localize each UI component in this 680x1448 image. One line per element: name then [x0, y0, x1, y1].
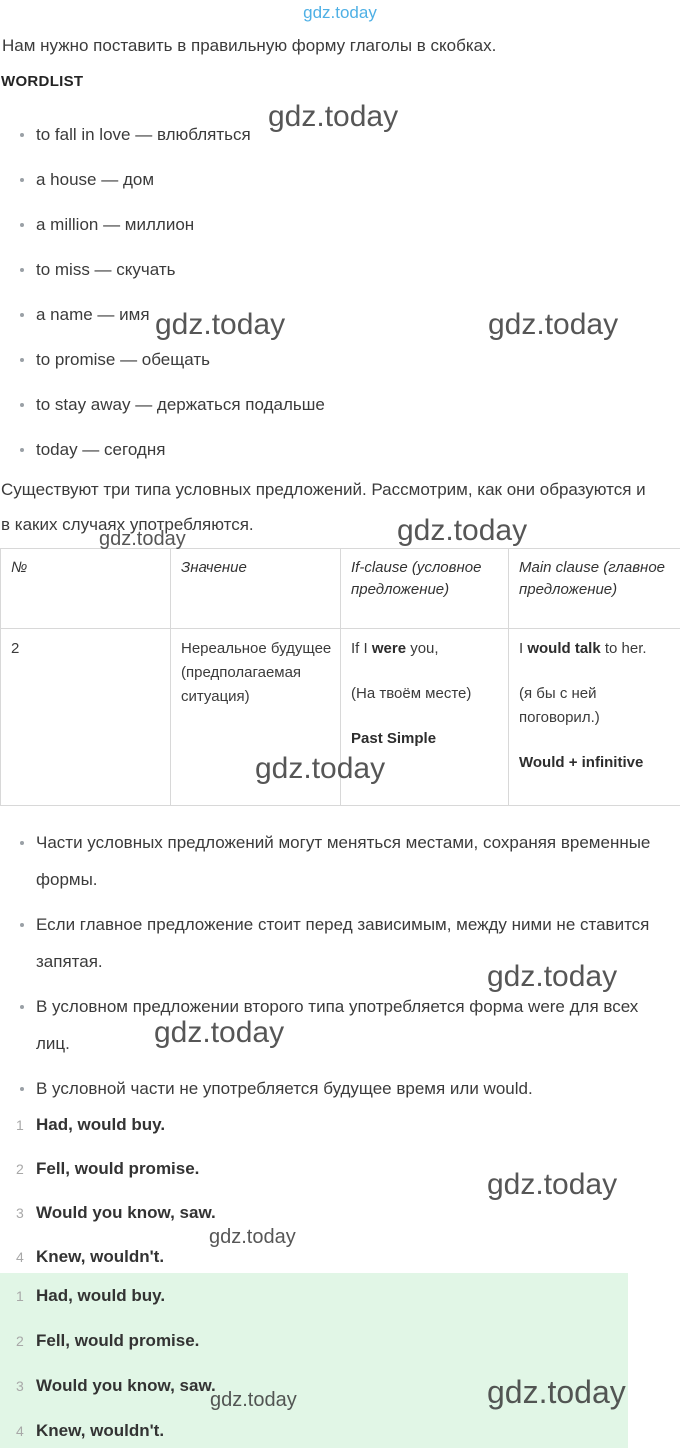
wordlist [0, 112, 680, 472]
table-cell-number: 2 [1, 629, 171, 806]
main-clause-tense [519, 751, 672, 775]
answer-number: 3 [16, 1205, 36, 1221]
notes-item [20, 1070, 680, 1107]
intro-text: Нам нужно поставить в правильную форму глаголы в скобках. [2, 35, 680, 57]
bullet-icon [20, 1005, 36, 1009]
watermark: gdz.today [155, 308, 285, 342]
wordlist-item-text: to promise — обещать [36, 350, 210, 370]
watermark: gdz.today [268, 100, 398, 134]
answer-text: Knew, wouldn't. [36, 1421, 164, 1441]
main-clause-example [519, 637, 672, 661]
table-header-number: № [1, 549, 171, 629]
conditionals-table [0, 548, 680, 806]
bullet-icon [20, 841, 36, 845]
answer-number: 1 [16, 1117, 36, 1133]
answer-number: 1 [16, 1288, 36, 1304]
conditionals-intro: Существуют три типа условных предложений. Рассмотрим, как они образуются и в каких случаях употребляются. [1, 472, 649, 542]
answer-item [16, 1103, 680, 1147]
table-header-main-clause: Main clause (главное предложение) [509, 549, 680, 629]
notes-item-text: В условной части не употребляется будущее время или would. [36, 1070, 533, 1107]
bullet-icon [20, 358, 36, 362]
if-clause-tense [351, 727, 500, 751]
bullet-icon [20, 313, 36, 317]
site-link[interactable]: gdz.today [0, 0, 680, 25]
notes-item [20, 988, 680, 1062]
bullet-icon [20, 403, 36, 407]
notes-item [20, 906, 680, 980]
wordlist-item-text: to stay away — держаться подальше [36, 395, 325, 415]
bullet-icon [20, 223, 36, 227]
wordlist-item-text: to fall in love — влюбляться [36, 125, 251, 145]
wordlist-item [20, 427, 680, 472]
wordlist-item-text: a name — имя [36, 305, 150, 325]
bullet-icon [20, 923, 36, 927]
bullet-icon [20, 448, 36, 452]
answer-item [16, 1191, 680, 1235]
if-clause-emphasis: were [372, 640, 406, 657]
bullet-icon [20, 268, 36, 272]
answer-number: 4 [16, 1249, 36, 1265]
table-cell-meaning: Нереальное будущее (предполагаемая ситуация) [171, 629, 341, 806]
watermark: gdz.today [487, 960, 617, 994]
if-clause-tense-label: Past Simple [351, 730, 436, 747]
wordlist-heading: WORDLIST [1, 73, 680, 91]
answer-text: Would you know, saw. [36, 1376, 216, 1396]
answer-number: 3 [16, 1378, 36, 1394]
watermark: gdz.today [487, 1168, 617, 1202]
wordlist-item [20, 382, 680, 427]
wordlist-item-text: a million — миллион [36, 215, 194, 235]
table-cell-main-clause [509, 629, 680, 806]
answer-text: Would you know, saw. [36, 1203, 216, 1223]
notes-item-text: В условном предложении второго типа употребляется форма were для всех лиц. [36, 988, 664, 1062]
answer-number: 4 [16, 1423, 36, 1439]
table-header-meaning: Значение [171, 549, 341, 629]
highlighted-answer-item [16, 1318, 628, 1363]
if-clause-post: you, [406, 640, 439, 657]
answer-text: Fell, would promise. [36, 1331, 199, 1351]
answer-text: Had, would buy. [36, 1286, 165, 1306]
main-clause-emphasis: would talk [527, 640, 600, 657]
if-clause-pre: If I [351, 640, 372, 657]
highlighted-answers-list [0, 1273, 628, 1448]
wordlist-item [20, 247, 680, 292]
highlighted-answer-item [16, 1363, 628, 1408]
highlighted-answer-item [16, 1408, 628, 1448]
watermark: gdz.today [397, 514, 527, 548]
answer-number: 2 [16, 1333, 36, 1349]
answer-text: Knew, wouldn't. [36, 1247, 164, 1267]
watermark: gdz.today [209, 1226, 296, 1249]
notes-list [0, 824, 680, 1107]
main-clause-pre: I [519, 640, 527, 657]
table-header-if-clause: If-clause (условное предложение) [341, 549, 509, 629]
wordlist-item [20, 337, 680, 382]
watermark: gdz.today [210, 1389, 297, 1412]
table-cell-if-clause [341, 629, 509, 806]
bullet-icon [20, 1087, 36, 1091]
watermark: gdz.today [154, 1016, 284, 1050]
watermark: gdz.today [99, 528, 186, 551]
bullet-icon [20, 178, 36, 182]
highlighted-answer-item [16, 1273, 628, 1318]
if-clause-translation: (На твоём месте) [351, 682, 500, 706]
notes-item [20, 824, 680, 898]
highlighted-answers-block [0, 1273, 628, 1448]
wordlist-item [20, 112, 680, 157]
watermark: gdz.today [488, 308, 618, 342]
main-clause-post: to her. [601, 640, 647, 657]
bullet-icon [20, 133, 36, 137]
watermark: gdz.today [255, 752, 385, 786]
table-data-row [1, 629, 680, 806]
answer-item [16, 1147, 680, 1191]
answer-number: 2 [16, 1161, 36, 1177]
wordlist-item-text: to miss — скучать [36, 260, 176, 280]
answer-text: Had, would buy. [36, 1115, 165, 1135]
notes-item-text: Если главное предложение стоит перед зависимым, между ними не ставится запятая. [36, 906, 664, 980]
wordlist-item [20, 292, 680, 337]
notes-item-text: Части условных предложений могут меняться местами, сохраняя временные формы. [36, 824, 664, 898]
table-header-row [1, 549, 680, 629]
answer-text: Fell, would promise. [36, 1159, 199, 1179]
main-clause-tense-label: Would + infinitive [519, 754, 643, 771]
wordlist-item [20, 202, 680, 247]
wordlist-item [20, 157, 680, 202]
watermark: gdz.today [487, 1374, 626, 1411]
if-clause-example [351, 637, 500, 661]
answers-list [0, 1103, 680, 1279]
wordlist-item-text: a house — дом [36, 170, 154, 190]
main-clause-translation: (я бы с ней поговорил.) [519, 682, 672, 730]
wordlist-item-text: today — сегодня [36, 440, 165, 460]
